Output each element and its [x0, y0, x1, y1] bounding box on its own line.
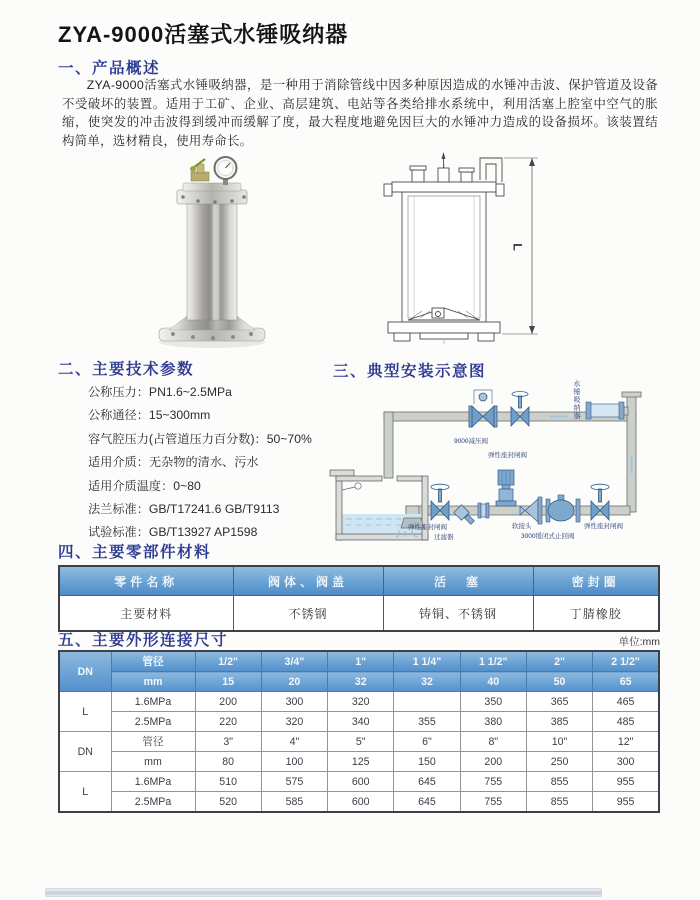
dim-header-row-inch: DN 管径 1/2" 3/4" 1" 1 1/4" 1 1/2" 2" 2 1/2": [59, 651, 659, 672]
water-hammer-absorber-icon: [586, 402, 624, 419]
dim-row-l2-25: 2.5MPa 520 585 600 645 755 855 955: [59, 792, 659, 813]
label-reducing-valve: 9000减压阀: [454, 438, 488, 445]
dim-row-dn-inch: DN 管径 3" 4" 5" 6" 8" 10" 12": [59, 732, 659, 752]
section-5-heading: 五、主要外形连接尺寸: [58, 632, 229, 649]
param-test-standard: 试验标准：GB/T13927 AP1598: [88, 525, 258, 540]
label-gate-valve-top: 弹性座封闸阀: [488, 452, 527, 459]
float-valve-icon: [355, 483, 361, 489]
brass-valve-icon: [191, 172, 209, 181]
overview-paragraph: ZYA-9000活塞式水锤吸纳器，是一种用于消除管线中因多种原因造成的水锤冲击波、保护管道及设备不受破坏的装置。适用于工矿、企业、高层建筑、电站等各类给排水系统中，利用活塞上腔室中空气的胀缩，使突发的冲击波得到缓冲而缓解了度，最大程度地避免因巨大的水锤冲力造成的设备损坏。该装置结构简单，选材精良，使用寿命长。: [62, 78, 658, 148]
installation-diagram: [328, 378, 696, 548]
materials-header-seal: 密封圈: [533, 566, 659, 596]
technical-drawing: [362, 148, 552, 353]
label-strainer: 过滤器: [434, 534, 454, 541]
page-title: ZYA-9000活塞式水锤吸纳器: [58, 22, 349, 47]
label-check-valve: 3000缓闭式止回阀: [521, 533, 575, 540]
label-soft-joint: 软接头: [512, 523, 532, 530]
param-nominal-diameter: 公称通径：15~300mm: [88, 408, 211, 423]
materials-data-row: [59, 596, 659, 632]
materials-header-body: 阀体、阀盖: [233, 566, 383, 596]
dimension-label: L: [510, 243, 525, 251]
dim-row-l1-16: L 1.6MPa 200 300 320 350 365 465: [59, 692, 659, 712]
cylinder-body: [187, 202, 237, 320]
top-flange-outline: [392, 182, 496, 192]
reducer-icon: [520, 497, 542, 524]
label-absorber: 水锤吸纳器: [573, 380, 580, 420]
materials-cell-piston: 铸铜、不锈钢: [383, 596, 533, 632]
bottom-flange-outline: [388, 322, 500, 333]
tech-param-list: [88, 381, 338, 545]
param-medium: 适用介质：无杂物的清水、污水: [88, 455, 259, 470]
param-air-chamber-pressure: 容气腔压力(占管道压力百分数)：50~70%: [88, 431, 312, 446]
materials-table: [58, 565, 660, 632]
dim-dn-header: DN: [59, 651, 111, 692]
section-3-heading: 三、典型安装示意图: [333, 363, 487, 380]
label-gate-valve-left: 弹性座封闸阀: [408, 524, 447, 531]
dim-row-l1-25: 2.5MPa 220 320 340 355 380 385 485: [59, 712, 659, 732]
top-flange: [177, 190, 247, 204]
materials-header-row: [59, 566, 659, 596]
materials-cell-body: 不锈钢: [233, 596, 383, 632]
pump-icon: [496, 470, 516, 506]
param-medium-temperature: 适用介质温度：0~80: [88, 478, 201, 493]
materials-header-part: 零件名称: [59, 566, 233, 596]
footer-divider-bar: [45, 888, 602, 897]
section-4-heading: 四、主要零部件材料: [58, 544, 212, 561]
param-nominal-pressure: 公称压力：PN1.6~2.5MPa: [88, 385, 232, 399]
dim-header-row-mm: mm 15 20 32 32 40 50 65: [59, 672, 659, 692]
param-flange-standard: 法兰标准：GB/T17241.6 GB/T9113: [88, 502, 280, 517]
materials-cell-seal: 丁腈橡胶: [533, 596, 659, 632]
pressure-reducing-valve-icon: [469, 390, 497, 427]
unit-note: 单位:mm: [618, 636, 660, 648]
inlet-pipe-outline: [480, 158, 502, 182]
dim-row-dn-mm: mm 80 100 125 150 200 250 300: [59, 752, 659, 772]
product-photo: [152, 150, 272, 355]
dimensions-table: [58, 650, 660, 813]
label-gate-valve-right: 弹性座封闸阀: [584, 523, 623, 530]
product-photo-image: [152, 150, 272, 350]
dim-row-l2-16: L 1.6MPa 510 575 600 645 755 855 955: [59, 772, 659, 792]
section-1-heading: 一、产品概述: [58, 60, 161, 77]
body-outline: [402, 192, 486, 322]
materials-cell-main: 主要材料: [59, 596, 233, 632]
materials-header-piston: 活 塞: [383, 566, 533, 596]
section-2-heading: 二、主要技术参数: [58, 361, 195, 378]
soft-joint-icon: [478, 503, 489, 518]
